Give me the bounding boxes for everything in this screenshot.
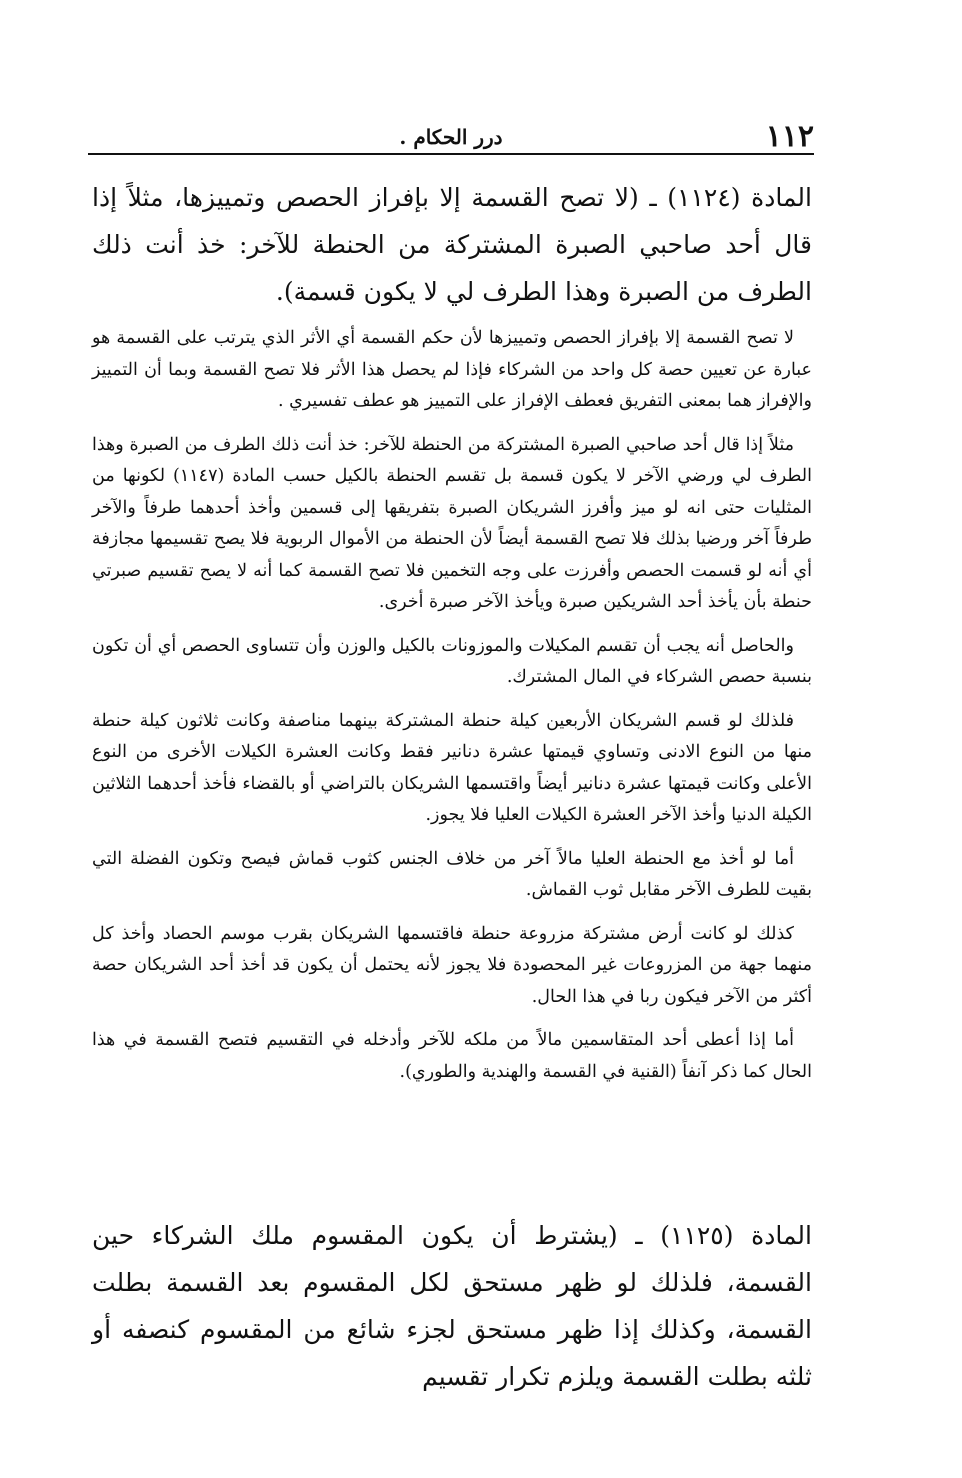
page-header [88, 120, 814, 154]
header-rule [88, 153, 814, 155]
page-number: ١١٢ [765, 119, 814, 154]
commentary [92, 323, 812, 1100]
article-1125-text: المادة (١١٢٥) ـ (يشترط أن يكون المقسوم ملك الشركاء حين القسمة، فلذلك لو ظهر مستحق لكل المقسوم بعد القسمة بطلت القسمة، وكذلك إذا ظهر مستحق لجزء شائع من المقسوم كنصفه أو ثلثه بطلت القسمة ويلزم تكرار تقسيم [92, 1221, 812, 1391]
commentary-paragraph: مثلاً إذا قال أحد صاحبي الصبرة المشتركة من الحنطة للآخر: خذ أنت ذلك الطرف من الصبرة وهذا الطرف لي ورضي الآخر لا يكون قسمة بل تقسم الحنطة بالكيل حسب المادة (١١٤٧) لكونها من المثليات حتى انه لو ميز وأفرز الشريكان الصبرة بتفريقها إلى قسمين وأخذ أحدهما طرفاً والآخر طرفاً آخر ورضيا بذلك فلا تصح القسمة أيضاً لأن الحنطة من الأموال الربوية فلا يصح تقسيمها مجازفة أي أنه لو قسمت الحصص وأفرزت على وجه التخمين فلا تصح القسمة كما أنه لا يصح تقسيم صبرتي حنطة بأن يأخذ أحد الشريكين صبرة ويأخذ الآخر صبرة أخرى. [92, 434, 812, 612]
commentary-paragraph: والحاصل أنه يجب أن تقسم المكيلات والموزونات بالكيل والوزن وأن تتساوى الحصص أي أن تكون بنسبة حصص الشركاء في المال المشترك. [92, 635, 812, 687]
article-1124-text: المادة (١١٢٤) ـ (لا تصح القسمة إلا بإفراز الحصص وتمييزها، مثلاً إذا قال أحد صاحبي الصبرة المشتركة من الحنطة للآخر: خذ أنت ذلك الطرف من الصبرة وهذا الطرف لي لا يكون قسمة). [92, 183, 812, 306]
commentary-paragraph: كذلك لو كانت أرض مشتركة مزروعة حنطة فاقتسمها الشريكان بقرب موسم الحصاد وأخذ كل منهما جهة من المزروعات غير المحصودة فلا يجوز لأنه يحتمل أن يكون قد أخذ أحد الشريكان حصة أكثر من الآخر فيكون ربا في هذا الحال. [92, 923, 812, 1007]
commentary-paragraph: لا تصح القسمة إلا بإفراز الحصص وتمييزها لأن حكم القسمة أي الأثر الذي يترتب على القسمة هو عبارة عن تعيين حصة كل واحد من الشركاء فإذا لم يحصل هذا الأثر فلا تصح القسمة وبما أن التمييز والإفراز هما بمعنى التفريق فعطف الإفراز على التمييز هو عطف تفسيري . [92, 328, 812, 411]
commentary-paragraph: أما إذا أعطى أحد المتقاسمين مالاً من ملكه للآخر وأدخله في التقسيم فتصح القسمة في هذا الحال كما ذكر آنفاً (القنية في القسمة والهندية والطوري). [92, 1030, 812, 1082]
commentary-paragraph: أما لو أخذ مع الحنطة العليا مالاً آخر من خلاف الجنس كثوب قماش فيصح وتكون الفضلة التي بقيت للطرف الآخر مقابل ثوب القماش. [92, 848, 812, 900]
running-title: درر الحكام . [399, 125, 503, 149]
commentary-paragraph: فلذلك لو قسم الشريكان الأربعين كيلة حنطة المشتركة بينهما مناصفة وكانت ثلاثون كيلة حنطة منها من النوع الادنى وتساوي قيمتها عشرة دنانير فقط وكانت العشرة الكيلات الأخرى من النوع الأعلى وكانت قيمتها عشرة دنانير أيضاً واقتسمها الشريكان بالتراضي أو بالقضاء فأخذ أحدهما الثلاثين الكيلة الدنيا وأخذ الآخر العشرة الكيلات العليا فلا يجوز. [92, 710, 812, 825]
